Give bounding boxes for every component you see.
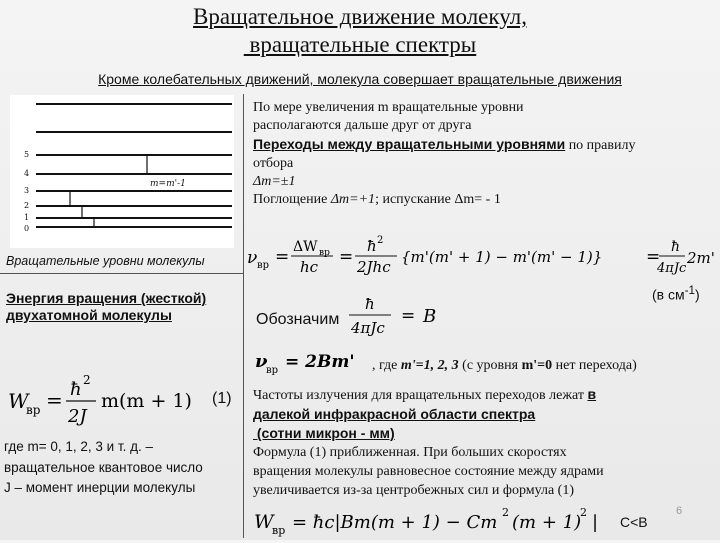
f2-frac3-den: 4πJc [657,261,687,276]
r2-line3: (сотни микрон - мм) [253,425,395,441]
f2-lhs: ν [247,248,258,268]
title-line-2: вращательные спектры [243,32,477,57]
svg-text:=: = [401,306,416,326]
p4 [253,191,713,209]
f5-end: | [592,512,599,533]
f2-frac2-den: 2Jhc [357,258,391,276]
note-line: вращательное квантовое число [4,459,203,475]
p2b: отбора [253,156,294,171]
r2-line5: вращения молекулы равновесное состояние между ядрами [253,464,604,479]
svg-text:=: = [275,247,290,267]
p4a: Поглощение [253,192,331,207]
where-b: m'=1, 2, 3 [400,358,459,373]
subtitle-text: Кроме колебательных движений, молекула совершает вращательные движения [98,71,622,87]
level-label-1: 1 [24,213,30,222]
level-label-2: 2 [24,201,30,210]
energy-heading: Энергия вращения (жесткой) двухатомной молекулы [6,290,207,323]
f1-eq: = [46,388,63,412]
equation-number: (1) [212,390,232,407]
note-line: где m= 0, 1, 2, 3 и т. д. – [4,439,153,454]
f2-frac3-num: ħ [671,239,681,255]
formula-frequency [245,235,715,279]
f2-tail: 2m' [687,249,715,267]
f5-sup2: 2 [580,506,587,519]
c-less-b: C<B [620,514,648,530]
formula-rotational-energy [6,370,206,434]
level-label-4: 4 [24,169,30,178]
selection-rule: Δm=±1 [253,174,296,189]
p1a: По мере увеличения m вращательные уровни [253,100,524,115]
svg-text:=: = [646,247,661,267]
formula-nu-2bm [253,347,373,377]
svg-text:=: = [339,247,354,267]
f5-sub: вр [272,524,286,537]
where-d: m'=0 [521,358,553,373]
f2-bracket: {m'(m' + 1) − m'(m' − 1)} [401,248,603,266]
rotational-levels-diagram [10,95,234,248]
f2-frac1-num: ΔW [293,239,318,255]
f4-rhs: = 2Bm' [285,352,355,372]
f5-mid: (m + 1) [512,512,582,533]
r2-l1a: Частоты излучения для вращательных переходов лежат [253,388,588,403]
f2-sub: вр [257,260,270,271]
f3-num: ħ [365,295,375,313]
p1b: располагаются дальше друг от друга [253,118,472,133]
note-line: J – момент инерции молекулы [4,480,196,495]
left-notes [4,437,244,499]
where-c: (с уровня [458,358,522,373]
formula-b-constant [345,291,455,339]
f5-sup1: 2 [502,506,509,519]
m-label: m=m'-1 [150,179,186,189]
f5-rhs: = ħc|Bm(m + 1) − Cm [292,512,498,533]
diagram-caption: Вращательные уровни молекулы [6,254,205,268]
f2-frac1-den: hc [300,258,319,276]
f1-den: 2J [68,406,87,427]
units-text: (в см [652,286,685,303]
f2-frac2-sup: 2 [377,235,384,246]
p4c: ; испускание [375,192,455,207]
units-note [652,284,700,303]
r2-line2: далекой инфракрасной области спектра [253,406,536,422]
f2-frac2-num: ħ [367,237,377,255]
title-line-1: Вращательное движение молекул, [193,4,527,29]
f5-lhs: W [254,511,274,533]
f3-den: 4πJc [351,319,385,337]
units-sup: -1 [684,284,695,297]
f1-tail: m(m + 1) [101,390,192,412]
f4-sub: вр [266,365,279,376]
formula-corrected-energy [250,504,620,538]
f2-frac1-num-sub: вр [319,248,330,258]
p2-bold: Переходы между вращательными уровнями [253,136,566,152]
f3-rhs: B [423,306,437,327]
units-close: ) [695,286,700,303]
where-e: нет перехода) [552,358,637,373]
r2-l1b: в [587,386,597,402]
page-number: 6 [676,505,683,517]
right-paragraph-1 [253,99,713,209]
f1-num: ħ [70,379,82,400]
level-label-5: 5 [24,150,30,159]
denote-label: Обозначим [256,311,340,328]
r2-line4: Формула (1) приближенная. При больших скоростях [253,445,567,460]
where-note [372,358,637,374]
r2-line6: увеличивается из-за центробежных сил и формула (1) [253,483,575,498]
p2-rest: по правилу [565,138,636,153]
level-label-3: 3 [24,186,30,195]
p4b: Δm=+1 [330,192,376,207]
subtitle [0,71,720,87]
level-label-0: 0 [24,224,30,233]
p2 [253,135,713,155]
f1-lhs: W [8,389,29,413]
p4d: Δm= - 1 [454,192,501,207]
f1-sub: вр [26,403,41,417]
left-divider [0,273,243,274]
where-a: , где [372,358,401,373]
f4-lhs: ν [255,351,268,372]
right-paragraph-2 [253,385,713,500]
f1-sup: 2 [83,373,91,387]
r2-line1 [253,385,713,405]
